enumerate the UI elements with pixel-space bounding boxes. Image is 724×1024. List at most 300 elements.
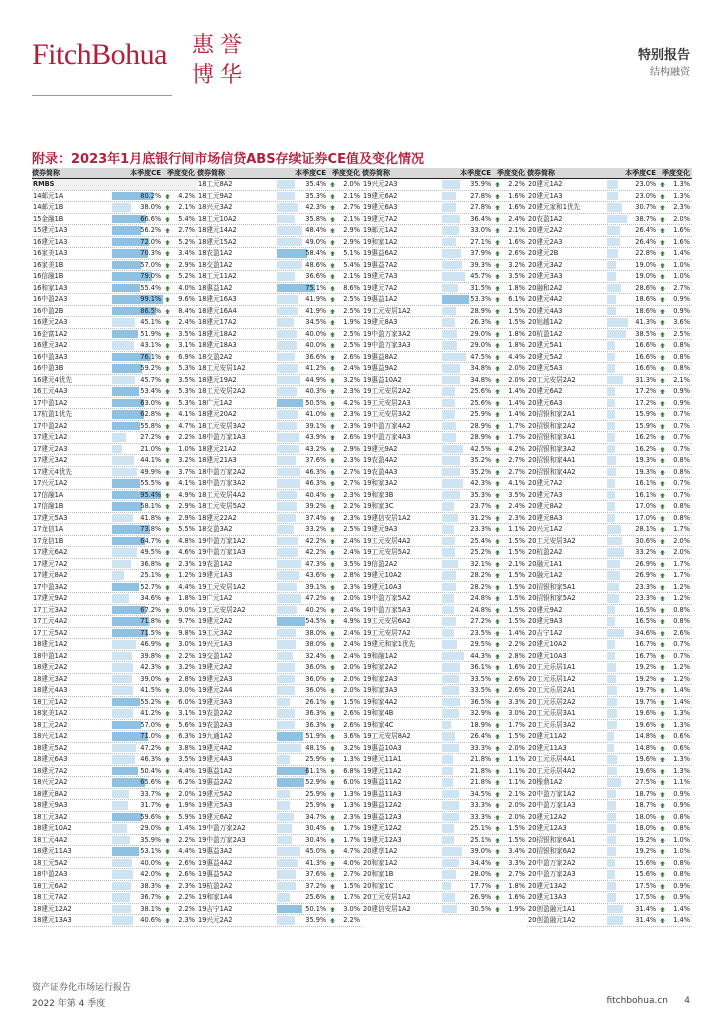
header-ce: 本季度CE xyxy=(295,169,326,177)
up-arrow-icon xyxy=(330,435,335,440)
up-arrow-icon xyxy=(330,481,335,486)
header-name: 债券简称 xyxy=(32,169,60,177)
table-row xyxy=(527,674,692,686)
change-cell xyxy=(493,375,527,386)
ce-value: 79.0% xyxy=(140,272,162,280)
ce-cell xyxy=(607,501,659,512)
change-cell xyxy=(163,547,197,558)
bond-name: 18建元18A2 xyxy=(198,329,237,338)
table-row xyxy=(527,570,692,582)
up-arrow-icon xyxy=(330,297,335,302)
ce-value: 37.2% xyxy=(305,881,327,890)
change-value: 3.6% xyxy=(673,318,690,326)
up-arrow-icon xyxy=(330,665,335,670)
change-value: 1.0% xyxy=(673,260,690,269)
change-cell xyxy=(658,685,692,696)
ce-value: 25.1% xyxy=(140,571,162,579)
ce-value: 26.4% xyxy=(470,732,492,740)
ce-bar xyxy=(112,318,135,327)
ce-bar xyxy=(442,560,459,569)
ce-bar xyxy=(442,353,467,362)
up-arrow-icon xyxy=(660,550,665,555)
ce-value: 39.8% xyxy=(140,651,162,660)
ce-value: 15.9% xyxy=(635,421,657,430)
change-cell xyxy=(163,225,197,236)
change-value: 4.4% xyxy=(178,847,195,855)
bond-name: 17信融1A xyxy=(33,490,64,499)
table-row xyxy=(197,605,362,617)
change-value: 8.6% xyxy=(343,283,360,292)
change-value: 2.7% xyxy=(508,456,525,464)
ce-value: 27.8% xyxy=(470,203,492,211)
ce-cell xyxy=(277,432,329,443)
change-cell xyxy=(658,398,692,409)
change-value: 1.0% xyxy=(673,272,690,280)
bond-name: 19建元11A2 xyxy=(363,766,402,775)
ce-value: 25.6% xyxy=(305,893,327,901)
ce-cell xyxy=(112,570,164,581)
change-cell xyxy=(163,731,197,742)
ce-cell xyxy=(277,191,329,202)
up-arrow-icon xyxy=(660,194,665,199)
change-value: 6.9% xyxy=(178,352,195,361)
up-arrow-icon xyxy=(495,734,500,739)
up-arrow-icon xyxy=(495,366,500,371)
up-arrow-icon xyxy=(495,688,500,693)
change-value: 2.8% xyxy=(343,571,360,579)
ce-value: 16.2% xyxy=(635,433,657,441)
bond-name: 15建元1A3 xyxy=(33,226,68,234)
table-row xyxy=(362,708,527,720)
change-cell xyxy=(658,720,692,731)
bond-name: 19建元1A3 xyxy=(198,571,233,579)
ce-value: 27.8% xyxy=(470,191,492,200)
change-value: 2.1% xyxy=(508,559,525,568)
bond-name: 18工元7A2 xyxy=(33,893,68,901)
change-value: 3.2% xyxy=(508,260,525,269)
bond-name: 17龙信1A xyxy=(33,525,64,533)
up-arrow-icon xyxy=(495,205,500,210)
bond-name: 19建元4A3 xyxy=(198,755,233,763)
change-value: 2.9% xyxy=(178,513,195,522)
change-value: 1.6% xyxy=(673,237,690,246)
table-column-1 xyxy=(32,168,197,960)
ce-value: 23.0% xyxy=(635,180,657,188)
table-row xyxy=(362,191,527,203)
ce-value: 17.7% xyxy=(470,881,492,890)
change-cell xyxy=(658,846,692,857)
seal-char-1: 惠 xyxy=(192,33,215,58)
ce-cell xyxy=(277,363,329,374)
change-value: 1.2% xyxy=(673,663,690,671)
change-cell xyxy=(658,225,692,236)
ce-value: 49.9% xyxy=(140,467,162,476)
ce-bar xyxy=(442,433,457,442)
change-cell xyxy=(328,616,362,627)
bond-name: 19邮元1A2 xyxy=(363,226,398,234)
bond-name: 20工元乐居4A1 xyxy=(528,755,576,763)
change-value: 1.5% xyxy=(508,571,525,579)
bond-name: 18建元21A3 xyxy=(198,456,237,464)
report-type: 特别报告 xyxy=(637,48,690,63)
bond-name: 19惠益4A2 xyxy=(198,858,233,867)
up-arrow-icon xyxy=(660,918,665,923)
ce-cell xyxy=(112,386,164,397)
bond-name: 16中盈3B xyxy=(33,364,64,372)
bond-name: 20建元11A2 xyxy=(528,732,567,740)
ce-value: 28.6% xyxy=(635,283,657,292)
table-row xyxy=(32,363,197,375)
up-arrow-icon xyxy=(330,907,335,912)
ce-cell xyxy=(112,444,164,455)
ce-cell xyxy=(112,593,164,604)
bond-name: 17龙信1B xyxy=(33,536,64,545)
ce-bar xyxy=(112,882,132,891)
change-value: 2.7% xyxy=(343,479,360,487)
ce-cell xyxy=(277,892,329,903)
change-cell xyxy=(493,777,527,788)
table-row xyxy=(362,662,527,674)
ce-cell xyxy=(442,812,494,823)
ce-cell xyxy=(607,283,659,294)
change-cell xyxy=(328,455,362,466)
ce-value: 57.0% xyxy=(140,720,162,729)
table-row xyxy=(197,421,362,433)
table-row xyxy=(362,202,527,214)
ce-cell xyxy=(607,743,659,754)
ce-bar xyxy=(277,583,297,592)
ce-value: 38.0% xyxy=(140,203,162,211)
ce-value: 31.4% xyxy=(635,904,657,913)
ce-cell xyxy=(442,214,494,225)
ce-value: 42.3% xyxy=(470,479,492,487)
bond-name: 18工元安居5A2 xyxy=(198,502,246,510)
ce-value: 25.1% xyxy=(470,835,492,844)
table-row xyxy=(527,513,692,525)
bond-name: 20招银和家5A2 xyxy=(528,594,576,602)
change-cell xyxy=(658,444,692,455)
up-arrow-icon xyxy=(165,263,170,268)
change-value: 9.8% xyxy=(178,628,195,637)
change-cell xyxy=(493,524,527,535)
ce-cell xyxy=(112,789,164,800)
up-arrow-icon xyxy=(165,378,170,383)
change-value: 3.2% xyxy=(178,456,195,464)
bond-name: 20中盈万家2A3 xyxy=(528,870,576,878)
bond-name: 16工元4A3 xyxy=(33,387,68,395)
bond-name: 19建元6A2 xyxy=(363,191,398,200)
up-arrow-icon xyxy=(330,274,335,279)
ce-cell xyxy=(442,271,494,282)
change-value: 1.6% xyxy=(508,237,525,246)
ce-value: 16.2% xyxy=(635,444,657,453)
ce-cell xyxy=(112,478,164,489)
bond-name: 19工元安居2A3 xyxy=(363,398,411,407)
ce-cell xyxy=(607,800,659,811)
bond-name: 17杭盈1优先 xyxy=(33,410,72,418)
change-cell xyxy=(493,582,527,593)
table-row xyxy=(527,248,692,260)
ce-bar xyxy=(607,721,617,730)
ce-value: 71.5% xyxy=(140,628,162,637)
change-cell xyxy=(658,352,692,363)
up-arrow-icon xyxy=(495,907,500,912)
change-value: 0.9% xyxy=(673,801,690,809)
up-arrow-icon xyxy=(495,447,500,452)
ce-bar xyxy=(277,192,295,201)
up-arrow-icon xyxy=(165,803,170,808)
ce-value: 51.9% xyxy=(140,329,162,338)
bond-name: 19兴元1A3 xyxy=(198,640,233,648)
change-value: 3.4% xyxy=(508,847,525,855)
table-row xyxy=(527,455,692,467)
table-row xyxy=(197,915,362,927)
ce-cell xyxy=(607,490,659,501)
change-cell xyxy=(658,697,692,708)
change-cell xyxy=(163,398,197,409)
change-value: 2.4% xyxy=(343,548,360,556)
bond-name: 19农盈2A2 xyxy=(198,709,233,717)
table-row xyxy=(32,708,197,720)
change-cell xyxy=(493,628,527,639)
up-arrow-icon xyxy=(660,895,665,900)
ce-bar xyxy=(442,364,460,373)
table-row xyxy=(362,570,527,582)
table-row xyxy=(32,352,197,364)
change-cell xyxy=(163,202,197,213)
table-row xyxy=(197,260,362,272)
up-arrow-icon xyxy=(165,435,170,440)
up-arrow-icon xyxy=(660,688,665,693)
ce-cell xyxy=(112,823,164,834)
ce-value: 38.1% xyxy=(140,904,162,913)
ce-value: 41.8% xyxy=(140,513,162,522)
bond-name: 20招银和家4A2 xyxy=(528,467,576,476)
bond-name: 19工元安居8A2 xyxy=(363,732,411,740)
change-value: 0.8% xyxy=(673,858,690,867)
table-column-4 xyxy=(527,168,692,960)
bond-name: 18建元19A2 xyxy=(198,375,237,384)
ce-value: 34.8% xyxy=(470,364,492,372)
ce-value: 21.8% xyxy=(470,755,492,763)
ce-cell xyxy=(442,421,494,432)
ce-cell xyxy=(607,421,659,432)
ce-value: 19.6% xyxy=(635,720,657,729)
change-cell xyxy=(493,605,527,616)
ce-cell xyxy=(277,352,329,363)
table-row xyxy=(32,800,197,812)
ce-value: 42.3% xyxy=(305,203,327,211)
ce-value: 52.9% xyxy=(305,778,327,786)
header-change: 季度变化 xyxy=(332,169,360,177)
table-row xyxy=(362,651,527,663)
bond-name: 18建元3A2 xyxy=(33,674,68,683)
change-cell xyxy=(493,639,527,650)
ce-cell xyxy=(442,800,494,811)
table-row xyxy=(32,398,197,410)
ce-cell xyxy=(442,375,494,386)
table-row xyxy=(527,375,692,387)
change-value: 4.0% xyxy=(178,283,195,292)
ce-bar xyxy=(442,249,462,258)
up-arrow-icon xyxy=(330,688,335,693)
ce-value: 36.5% xyxy=(470,697,492,706)
change-cell xyxy=(658,881,692,892)
ce-value: 30.4% xyxy=(305,835,327,844)
ce-bar xyxy=(277,905,303,914)
up-arrow-icon xyxy=(660,677,665,682)
change-value: 1.2% xyxy=(178,571,195,579)
table-row xyxy=(362,248,527,260)
table-row xyxy=(527,639,692,651)
table-row xyxy=(197,685,362,697)
change-cell xyxy=(658,674,692,685)
table-row xyxy=(32,421,197,433)
bond-name: 19中盈万家3A2 xyxy=(363,329,411,338)
ce-bar xyxy=(607,824,616,833)
bond-name: 14邮元1B xyxy=(33,203,64,211)
change-value: 2.8% xyxy=(178,674,195,683)
ce-bar xyxy=(277,629,297,638)
bond-name: 19工元安居3A2 xyxy=(363,410,411,418)
change-value: 1.5% xyxy=(343,881,360,890)
ce-cell xyxy=(442,881,494,892)
up-arrow-icon xyxy=(330,412,335,417)
ce-value: 18.9% xyxy=(470,720,492,729)
ce-cell xyxy=(607,823,659,834)
ce-value: 80.2% xyxy=(140,191,162,200)
ce-value: 18.7% xyxy=(635,789,657,798)
ce-cell xyxy=(277,754,329,765)
table-row xyxy=(527,306,692,318)
ce-bar xyxy=(607,606,616,615)
change-value: 4.4% xyxy=(508,352,525,361)
table-row xyxy=(197,386,362,398)
bond-name: 19建元10A2 xyxy=(363,571,402,579)
up-arrow-icon xyxy=(330,493,335,498)
change-cell xyxy=(163,317,197,328)
change-cell xyxy=(658,582,692,593)
ce-cell xyxy=(277,283,329,294)
ce-bar xyxy=(607,456,617,465)
footer-website[interactable]: fitchbohua.cn xyxy=(606,996,668,1006)
ce-bar xyxy=(607,180,619,189)
up-arrow-icon xyxy=(165,504,170,509)
ce-bar xyxy=(277,215,296,224)
up-arrow-icon xyxy=(165,723,170,728)
change-value: 2.0% xyxy=(343,663,360,671)
table-row xyxy=(197,536,362,548)
change-value: 2.4% xyxy=(343,364,360,372)
table-header-row xyxy=(32,168,197,179)
up-arrow-icon xyxy=(330,424,335,429)
change-value: 1.7% xyxy=(343,835,360,844)
table-row xyxy=(527,777,692,789)
ce-bar xyxy=(112,226,141,235)
change-cell xyxy=(658,593,692,604)
change-value: 0.8% xyxy=(673,467,690,476)
ce-cell xyxy=(442,858,494,869)
ce-value: 70.3% xyxy=(140,249,162,257)
up-arrow-icon xyxy=(660,884,665,889)
header-ce: 本季度CE xyxy=(460,169,491,177)
table-row xyxy=(362,524,527,536)
ce-bar xyxy=(112,847,139,856)
change-value: 2.0% xyxy=(178,789,195,798)
ce-cell xyxy=(277,524,329,535)
ce-value: 86.5% xyxy=(140,306,162,315)
bond-name: 19信盈2A2 xyxy=(363,559,398,568)
ce-bar xyxy=(442,422,457,431)
ce-bar xyxy=(277,433,300,442)
ce-cell xyxy=(442,743,494,754)
up-arrow-icon xyxy=(660,757,665,762)
bond-name: 19农盈1A2 xyxy=(198,559,233,568)
up-arrow-icon xyxy=(495,343,500,348)
ce-value: 19.0% xyxy=(635,272,657,280)
up-arrow-icon xyxy=(330,769,335,774)
ce-cell xyxy=(277,225,329,236)
bond-name: 17中盈1A2 xyxy=(33,398,68,407)
ce-cell xyxy=(112,352,164,363)
table-row xyxy=(527,179,692,191)
change-value: 2.5% xyxy=(343,295,360,303)
ce-value: 55.5% xyxy=(140,479,162,487)
change-value: 1.4% xyxy=(673,904,690,913)
change-value: 1.4% xyxy=(673,697,690,706)
change-value: 1.5% xyxy=(508,594,525,602)
change-cell xyxy=(328,248,362,259)
ce-value: 73.8% xyxy=(140,525,162,533)
ce-cell xyxy=(112,317,164,328)
change-value: 6.8% xyxy=(343,766,360,775)
ce-bar xyxy=(277,686,296,695)
change-value: 2.2% xyxy=(343,502,360,510)
bond-name: 20招银和家6A1 xyxy=(528,835,576,844)
ce-bar xyxy=(277,870,296,879)
change-value: 3.4% xyxy=(178,249,195,257)
change-cell xyxy=(493,179,527,190)
ce-bar xyxy=(277,778,304,787)
bond-name: 19惠益12A3 xyxy=(363,812,402,821)
up-arrow-icon xyxy=(660,217,665,222)
table-row xyxy=(527,858,692,870)
change-value: 1.9% xyxy=(508,904,525,913)
ce-value: 24.8% xyxy=(470,594,492,602)
change-cell xyxy=(328,237,362,248)
change-cell xyxy=(493,237,527,248)
ce-cell xyxy=(607,225,659,236)
bond-name: 18建元18A3 xyxy=(198,341,237,349)
up-arrow-icon xyxy=(165,815,170,820)
table-row xyxy=(32,478,197,490)
bond-name: 20建元4A2 xyxy=(528,295,563,303)
change-cell xyxy=(328,294,362,305)
ce-bar xyxy=(112,893,131,902)
ce-cell xyxy=(277,398,329,409)
header-change: 季度变化 xyxy=(662,169,690,177)
ce-value: 26.4% xyxy=(635,226,657,234)
ce-bar xyxy=(277,249,307,258)
ce-value: 34.5% xyxy=(470,789,492,798)
bond-name: 20和家1B xyxy=(363,870,394,878)
change-cell xyxy=(163,513,197,524)
table-row xyxy=(527,731,692,743)
ce-bar xyxy=(442,755,453,764)
up-arrow-icon xyxy=(330,309,335,314)
up-arrow-icon xyxy=(165,700,170,705)
bond-name: 17工元3A2 xyxy=(33,605,68,614)
